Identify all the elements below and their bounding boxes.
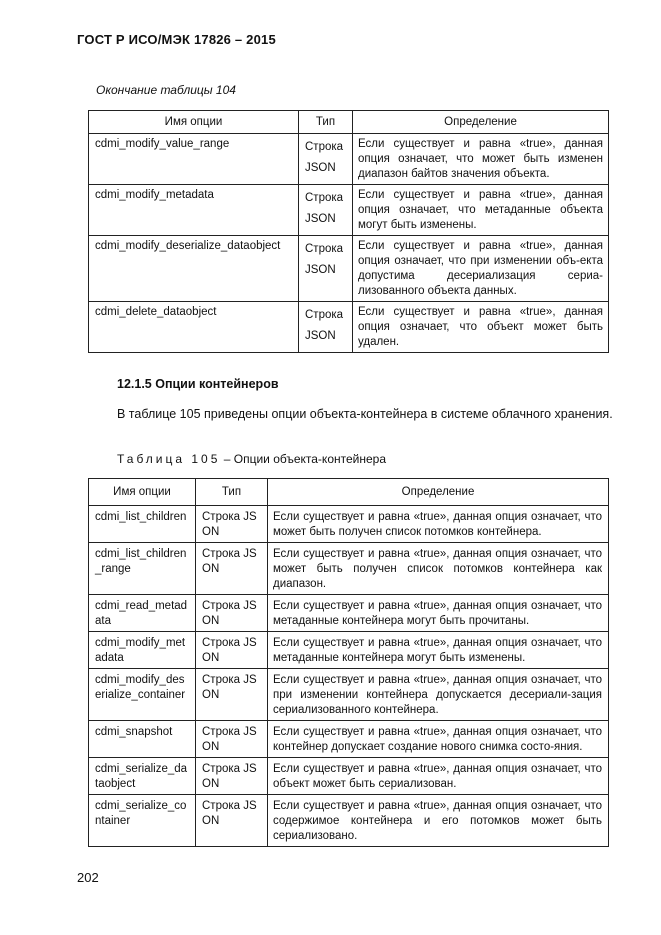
definition-cell: Если существует и равна «true», данная опция означает, что может быть изменен диапазон байтов значения объекта. — [353, 134, 609, 185]
table-105-caption — [117, 452, 386, 466]
option-name-cell: cdmi_modify_metadata — [89, 632, 196, 669]
option-name-cell: cdmi_modify_metadata — [89, 185, 299, 236]
table-105-caption-label: Таблица 105 — [117, 452, 221, 466]
option-name-cell: cdmi_list_children_range — [89, 543, 196, 595]
option-name-cell: cdmi_read_metadata — [89, 595, 196, 632]
type-cell: Строка JSON — [196, 632, 268, 669]
type-cell — [299, 302, 353, 353]
definition-cell: Если существует и равна «true», данная опция означает, что объект может быть удален. — [353, 302, 609, 353]
table-104-caption: Окончание таблицы 104 — [96, 83, 236, 97]
definition-cell: Если существует и равна «true», данная опция означает, что объект может быть сериализован. — [268, 758, 609, 795]
table-row — [89, 134, 609, 185]
column-header-option-name: Имя опции — [89, 111, 299, 134]
definition-cell: Если существует и равна «true», данная опция означает, что может быть получен список потомков контейнера как диапазон. — [268, 543, 609, 595]
type-cell: Строка JSON — [196, 543, 268, 595]
table-row — [89, 506, 609, 543]
column-header-definition: Определение — [268, 479, 609, 506]
type-cell: Строка JSON — [196, 669, 268, 721]
option-name-cell: cdmi_modify_deserialize_container — [89, 669, 196, 721]
page-number: 202 — [77, 870, 99, 885]
option-name-cell: cdmi_modify_value_range — [89, 134, 299, 185]
definition-cell: Если существует и равна «true», данная опция означает, что контейнер допускает создание нового снимка состо-яния. — [268, 721, 609, 758]
column-header-definition: Определение — [353, 111, 609, 134]
option-name-cell: cdmi_modify_deserialize_dataobject — [89, 236, 299, 302]
option-name-cell: cdmi_serialize_container — [89, 795, 196, 847]
table-row — [89, 669, 609, 721]
definition-cell: Если существует и равна «true», данная опция означает, что метаданные контейнера могут быть прочитаны. — [268, 595, 609, 632]
type-line: JSON — [305, 330, 336, 342]
type-cell: Строка JSON — [196, 758, 268, 795]
definition-cell: Если существует и равна «true», данная опция означает, что метаданные объекта могут быть изменены. — [353, 185, 609, 236]
type-line: JSON — [305, 264, 336, 276]
column-header-option-name: Имя опции — [89, 479, 196, 506]
table-row — [89, 632, 609, 669]
option-name-cell: cdmi_serialize_dataobject — [89, 758, 196, 795]
type-line: Строка — [305, 309, 344, 321]
table-row — [89, 185, 609, 236]
type-line: Строка — [305, 243, 344, 255]
definition-cell: Если существует и равна «true», данная опция означает, что при изменении объ-екта допустима десериализация сериа-лизованного объекта данных. — [353, 236, 609, 302]
type-cell — [299, 134, 353, 185]
table-row — [89, 758, 609, 795]
table-row — [89, 595, 609, 632]
table-105-caption-text: – Опции объекта-контейнера — [220, 452, 387, 466]
type-cell: Строка JSON — [196, 595, 268, 632]
column-header-type: Тип — [196, 479, 268, 506]
definition-cell: Если существует и равна «true», данная опция означает, что содержимое контейнера и его потомков может быть сериализовано. — [268, 795, 609, 847]
table-row — [89, 721, 609, 758]
option-name-cell: cdmi_delete_dataobject — [89, 302, 299, 353]
body-paragraph: В таблице 105 приведены опции объекта-контейнера в системе облачного хранения. — [117, 407, 613, 421]
definition-cell: Если существует и равна «true», данная опция означает, что может быть получен список потомков контейнера. — [268, 506, 609, 543]
type-cell: Строка JSON — [196, 506, 268, 543]
option-name-cell: cdmi_snapshot — [89, 721, 196, 758]
type-line: Строка — [305, 141, 344, 153]
column-header-type: Тип — [299, 111, 353, 134]
table-row — [89, 302, 609, 353]
type-line: JSON — [305, 213, 336, 225]
definition-cell: Если существует и равна «true», данная опция означает, что метаданные контейнера могут быть изменены. — [268, 632, 609, 669]
table-header-row — [89, 479, 609, 506]
type-cell: Строка JSON — [196, 721, 268, 758]
type-cell: Строка JSON — [196, 795, 268, 847]
document-header: ГОСТ Р ИСО/МЭК 17826 – 2015 — [77, 32, 276, 47]
table-104 — [88, 110, 609, 353]
table-row — [89, 795, 609, 847]
table-header-row — [89, 111, 609, 134]
type-cell — [299, 236, 353, 302]
type-cell — [299, 185, 353, 236]
section-heading: 12.1.5 Опции контейнеров — [117, 377, 279, 391]
table-row — [89, 543, 609, 595]
type-line: JSON — [305, 162, 336, 174]
option-name-cell: cdmi_list_children — [89, 506, 196, 543]
definition-cell: Если существует и равна «true», данная опция означает, что при изменении контейнера допускается десериали-зация сериализованного контейнера. — [268, 669, 609, 721]
table-row — [89, 236, 609, 302]
table-105 — [88, 478, 609, 847]
type-line: Строка — [305, 192, 344, 204]
